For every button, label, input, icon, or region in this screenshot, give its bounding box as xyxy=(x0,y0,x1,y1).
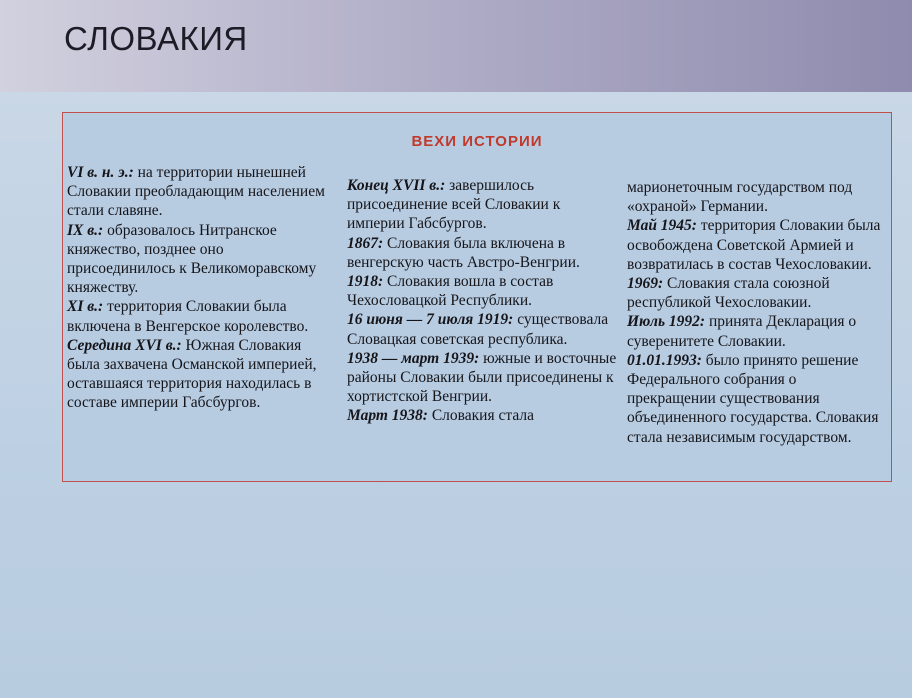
timeline-entry xyxy=(347,349,617,407)
entry-date: Май 1945: xyxy=(627,217,697,235)
entry-text: марионеточным государством под «охраной» Германии. xyxy=(627,179,853,216)
column-1 xyxy=(67,163,329,413)
timeline-entry xyxy=(627,216,889,274)
entry-text: было принято решение Федерального собрания о прекращении существования объединенного государства. Словакия стала независимым государством. xyxy=(627,351,879,446)
entry-date: 01.01.1993: xyxy=(627,351,702,369)
timeline-entry xyxy=(347,272,617,310)
entry-text: территория Словакии была включена в Венгерское королевство. xyxy=(67,298,309,335)
entry-date: Середина XVI в.: xyxy=(67,336,182,354)
header-band xyxy=(0,0,912,92)
timeline-entry xyxy=(67,336,329,413)
entry-date: VI в. н. э.: xyxy=(67,164,134,181)
history-milestones-box xyxy=(62,112,892,482)
entry-text: завершилось присоединение всей Словакии к империи Габсбургов. xyxy=(347,177,561,233)
timeline-entry xyxy=(67,297,329,335)
timeline-entry xyxy=(347,406,617,425)
entry-text: Словакия была включена в венгерскую часть Австро-Венгрии. xyxy=(347,234,580,271)
entry-text: принята Декларация о суверенитете Словакии. xyxy=(627,313,857,350)
entry-date: 1969: xyxy=(627,275,664,293)
column-3 xyxy=(627,178,889,447)
timeline-entry xyxy=(67,163,329,221)
entry-date: 16 июня — 7 июля 1919: xyxy=(347,311,514,329)
entry-date: Июль 1992: xyxy=(627,313,706,331)
entry-text: существовала Словацкая советская республика. xyxy=(347,311,609,348)
timeline-entry xyxy=(347,176,617,234)
entry-text: Словакия стала союзной республикой Чехословакии. xyxy=(627,275,830,312)
timeline-entry xyxy=(627,351,889,447)
timeline-entry xyxy=(627,178,889,216)
timeline-entry xyxy=(347,310,617,348)
entry-date: IX в.: xyxy=(67,221,104,239)
entry-text: Южная Словакия была захвачена Османской империей, оставшаяся территория находилась в составе империи Габсбургов. xyxy=(67,336,317,412)
entry-date: 1918: xyxy=(347,273,384,291)
entry-text: территория Словакии была освобождена Советской Армией и возвратилась в состав Чехословакии. xyxy=(627,217,881,273)
entry-text: Словакия стала xyxy=(427,407,534,425)
entry-text: Словакия вошла в состав Чехословацкой Республики. xyxy=(347,273,554,310)
entry-date: Конец XVII в.: xyxy=(347,177,446,194)
entry-date: Март 1938: xyxy=(347,407,428,425)
entry-date: XI в.: xyxy=(67,298,104,316)
timeline-entry xyxy=(347,234,617,272)
entry-text: южные и восточные районы Словакии были присоединены к хортистской Венгрии. xyxy=(347,349,617,406)
box-title: ВЕХИ ИСТОРИИ xyxy=(411,133,543,150)
entry-text: на территории нынешней Словакии преобладающим населением стали славяне. xyxy=(67,164,325,220)
entry-date: 1867: xyxy=(347,234,384,252)
page-title: СЛОВАКИЯ xyxy=(64,20,248,57)
entry-text: образовалось Нитранское княжество, позднее оно присоединилось к Великоморавскому княжеству. xyxy=(67,221,317,297)
entry-date: 1938 — март 1939: xyxy=(347,349,480,367)
timeline-entry xyxy=(67,221,329,298)
timeline-entry xyxy=(627,312,889,350)
timeline-entry xyxy=(627,274,889,312)
column-2 xyxy=(347,176,617,426)
